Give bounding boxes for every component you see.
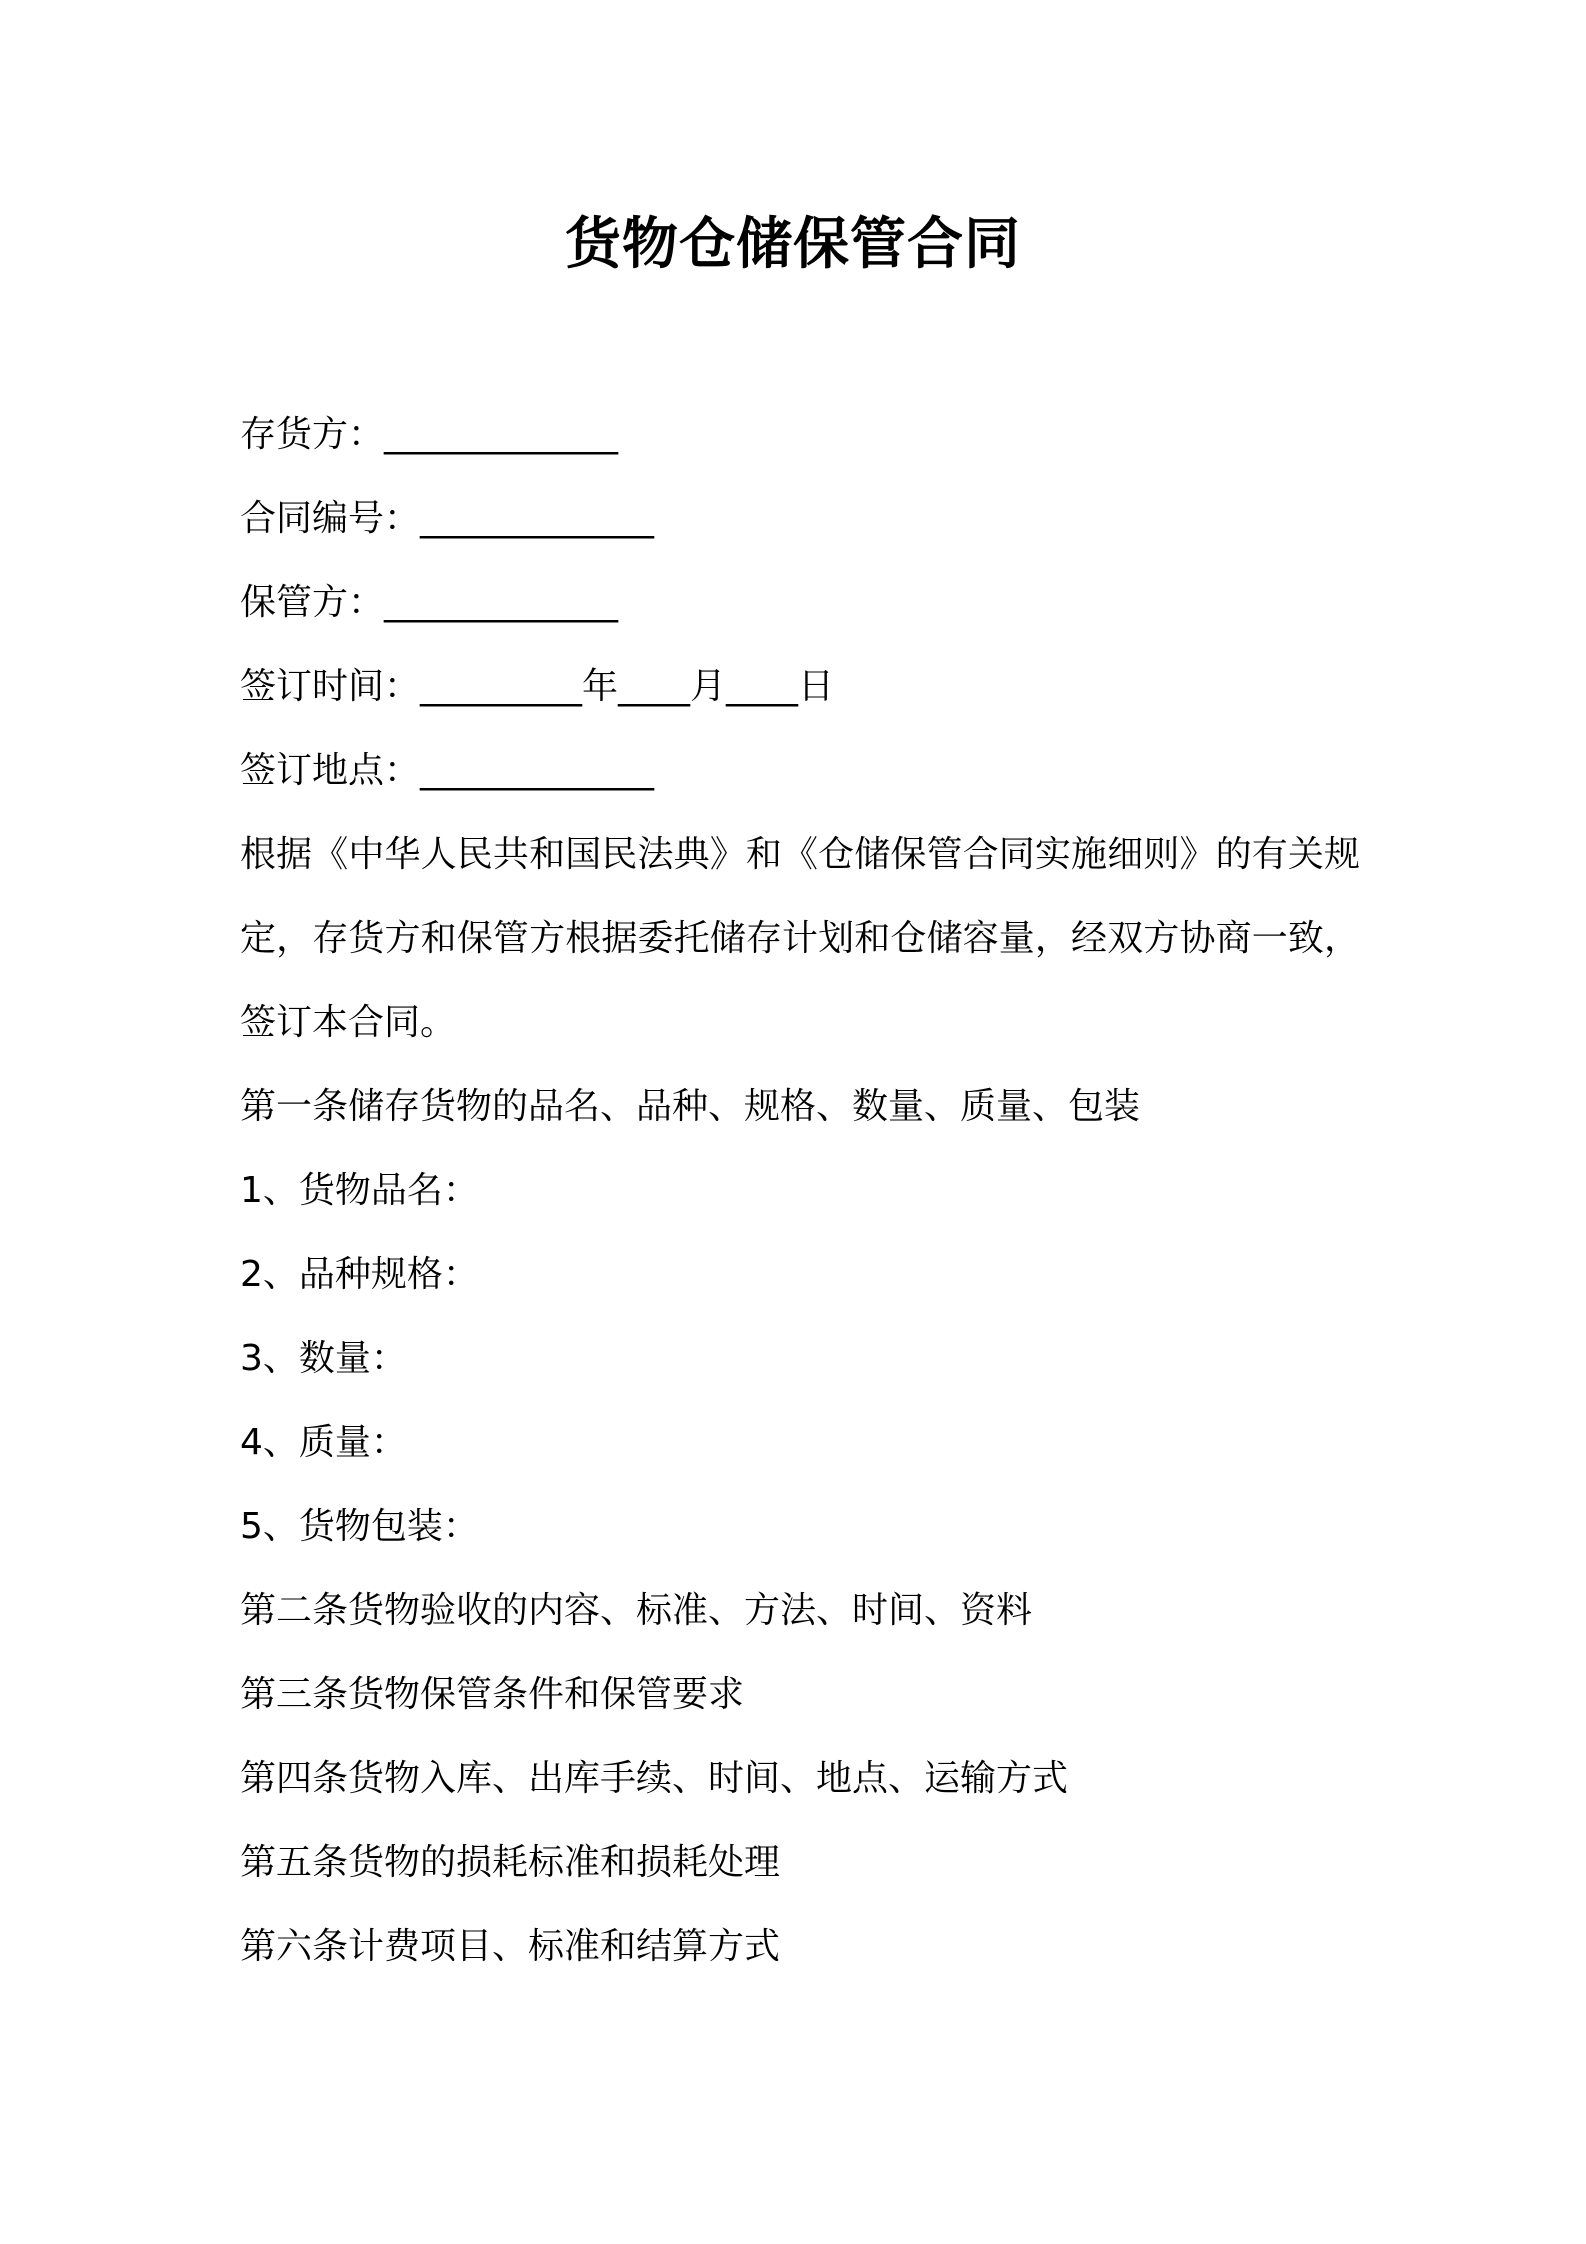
article-3-heading: 第三条货物保管条件和保管要求	[240, 1674, 745, 1715]
field-depositor: 存货方：_____________	[240, 414, 619, 455]
article-1-heading: 第一条储存货物的品名、品种、规格、数量、质量、包装	[240, 1086, 1141, 1127]
article-2-heading: 第二条货物验收的内容、标准、方法、时间、资料	[240, 1590, 1033, 1631]
article-1-item: 1、货物品名：	[240, 1170, 479, 1211]
article-4-heading: 第四条货物入库、出库手续、时间、地点、运输方式	[240, 1758, 1069, 1799]
field-custodian: 保管方：_____________	[240, 582, 619, 623]
article-1-item: 5、货物包装：	[240, 1506, 479, 1547]
field-signing-date: 签订时间：_________年____月____日	[240, 666, 835, 707]
preamble-paragraph: 根据《中华人民共和国民法典》和《仓储保管合同实施细则》的有关规定，存货方和保管方根据委托储存计划和仓储容量，经双方协商一致，签订本合同。	[240, 834, 1360, 1043]
article-1-item: 2、品种规格：	[240, 1254, 479, 1295]
article-6-heading: 第六条计费项目、标准和结算方式	[240, 1926, 781, 1967]
document-title: 货物仓储保管合同	[565, 212, 1021, 277]
article-1-item: 3、数量：	[240, 1338, 407, 1379]
field-signing-place: 签订地点：_____________	[240, 750, 655, 791]
article-5-heading: 第五条货物的损耗标准和损耗处理	[240, 1842, 781, 1883]
field-contract-number: 合同编号：_____________	[240, 498, 655, 539]
article-1-item: 4、质量：	[240, 1422, 407, 1463]
